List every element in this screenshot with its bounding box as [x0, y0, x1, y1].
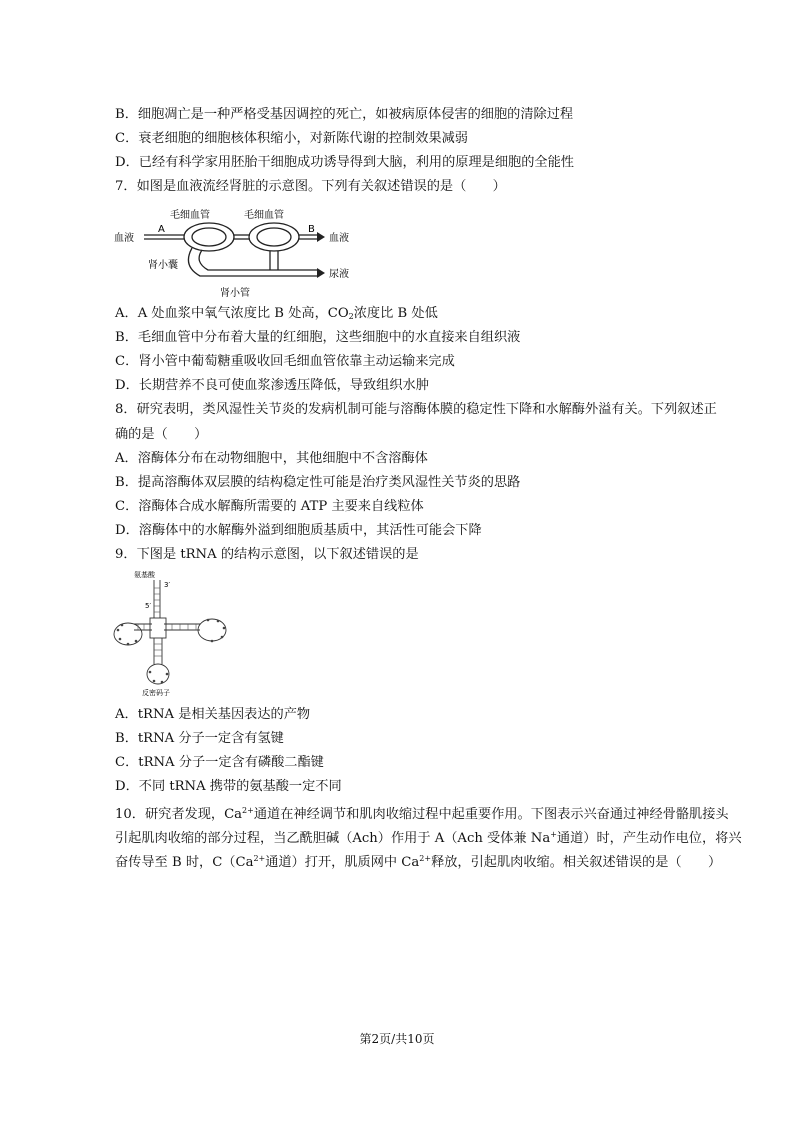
q10-stem-line-1: 10．研究者发现，$Ca^{2+}$通道在神经调节和肌肉收缩过程中起重要作用。下图表示兴奋通过神经骨骼肌接头 [115, 806, 729, 822]
label-3-prime: 3′ [164, 581, 171, 589]
q7-option-d: D．长期营养不良可使血浆渗透压降低，导致组织水肿 [115, 378, 429, 393]
q8-option-c: C．溶酶体合成水解酶所需要的 ATP 主要来自线粒体 [115, 499, 424, 514]
q7-option-a: A．A 处血浆中氧气浓度比 B 处高，$CO_2$浓度比 B 处低 [115, 306, 438, 321]
label-renal-capsule: 肾小囊 [148, 260, 178, 271]
q7-option-c: C．肾小管中葡萄糖重吸收回毛细血管依靠主动运输来完成 [115, 354, 455, 369]
label-urine: 尿液 [329, 269, 349, 280]
q8-stem-line-1: 8．研究表明，类风湿性关节炎的发病机制可能与溶酶体膜的稳定性下降和水解酶外溢有关。下列叙述正 [115, 402, 717, 417]
label-anticodon: 反密码子 [142, 689, 170, 697]
q7-option-b: B．毛细血管中分布着大量的红细胞，这些细胞中的水直接来自组织液 [115, 330, 521, 345]
page-number: 第2页/共10页 [359, 1032, 435, 1046]
label-renal-tubule: 肾小管 [220, 288, 250, 299]
q10-stem-line-2: 引起肌肉收缩的部分过程，当乙酰胆碱（Ach）作用于 A（Ach 受体兼 Na+通道）时，产生动作电位，将兴 [115, 830, 742, 846]
q9-option-b: B．tRNA 分子一定含有氢键 [115, 731, 284, 746]
q6-option-c: C．衰老细胞的细胞核体积缩小，对新陈代谢的控制效果减弱 [115, 131, 468, 146]
kidney-blood-flow-diagram [112, 204, 372, 302]
q10-stem-line-3: 奋传导至 B 时，$C(Ca^{2+}$通道）打开，肌质网中 $Ca^{2+}$释放，引起肌肉收缩。相关叙述错误的是（ ） [115, 854, 722, 870]
label-amino-acid: 氨基酸 [134, 571, 155, 579]
q8-option-a: A．溶酶体分布在动物细胞中，其他细胞中不含溶酶体 [115, 451, 428, 466]
q6-option-d: D．已经有科学家用胚胎干细胞成功诱导得到大脑，利用的原理是细胞的全能性 [115, 155, 574, 170]
label-point-a: A [158, 224, 165, 235]
label-point-b: B [308, 224, 315, 235]
q8-option-d: D．溶酶体中的水解酶外溢到细胞质基质中，其活性可能会下降 [115, 523, 482, 538]
q8-option-b: B．提高溶酶体双层膜的结构稳定性可能是治疗类风湿性关节炎的思路 [115, 475, 521, 490]
label-blood-in: 血液 [114, 233, 134, 244]
trna-structure-diagram [112, 568, 242, 698]
label-blood-out: 血液 [329, 233, 349, 244]
q9-option-c: C．tRNA 分子一定含有磷酸二酯键 [115, 755, 324, 770]
q9-option-a: A．tRNA 是相关基因表达的产物 [115, 707, 311, 722]
label-capillary-2: 毛细血管 [244, 210, 284, 221]
q8-stem-line-2: 确的是（ ） [115, 427, 208, 442]
q6-option-b: B．细胞凋亡是一种严格受基因调控的死亡，如被病原体侵害的细胞的清除过程 [115, 107, 574, 122]
q9-option-d: D．不同 tRNA 携带的氨基酸一定不同 [115, 779, 342, 794]
q7-stem: 7．如图是血液流经肾脏的示意图。下列有关叙述错误的是（ ） [115, 179, 506, 194]
label-capillary-1: 毛细血管 [170, 210, 210, 221]
label-5-prime: 5′ [145, 602, 152, 610]
q9-stem: 9．下图是 tRNA 的结构示意图，以下叙述错误的是 [115, 547, 419, 562]
